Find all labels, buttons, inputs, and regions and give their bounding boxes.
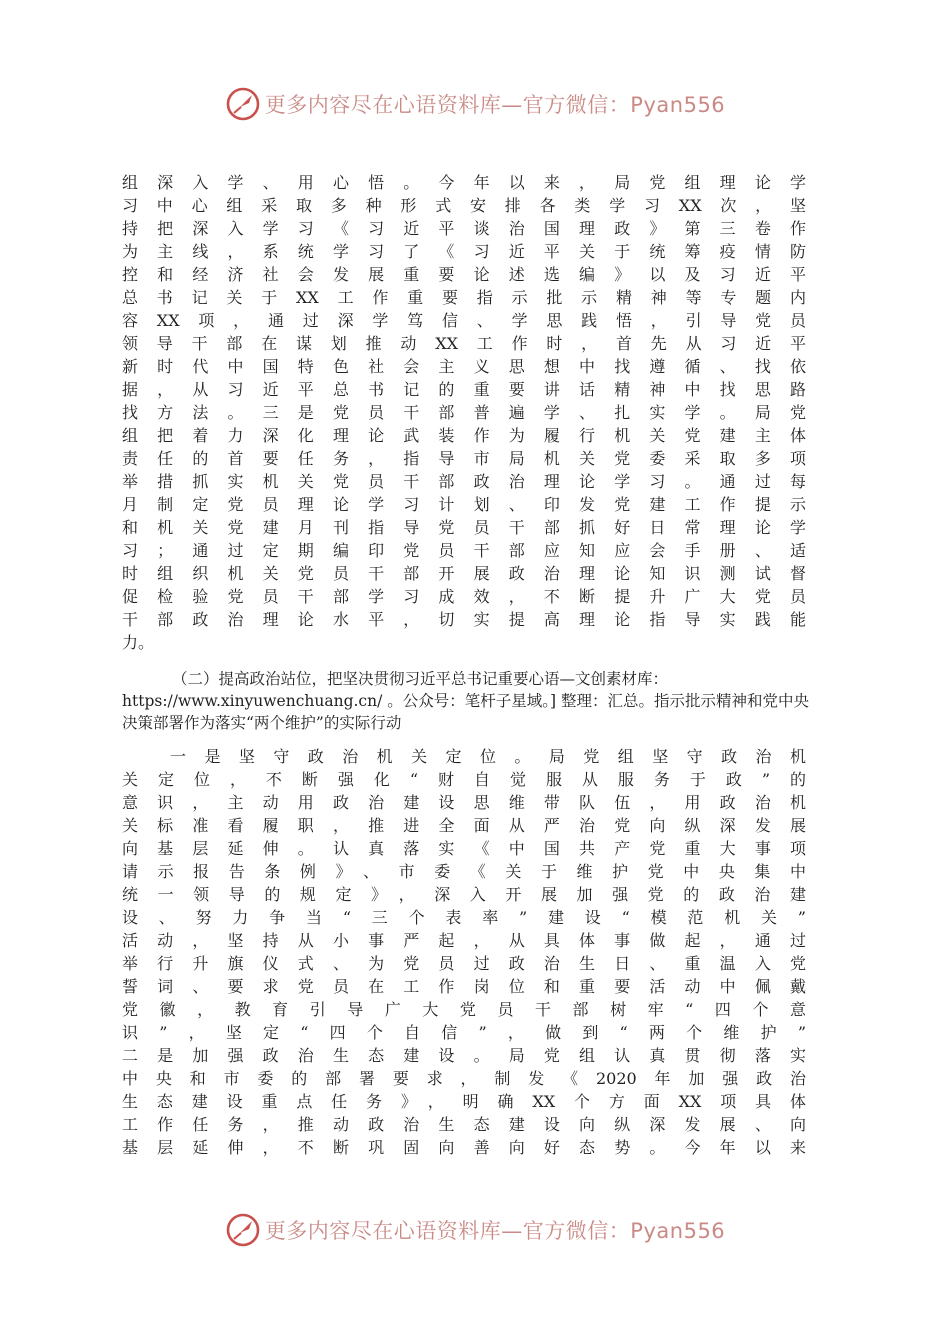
text-line: 活动，坚持从小事严起，从具体事做起，通过 [122,931,806,950]
text-line: 时组织机关党员干部开展政治理论知识测试督 [122,564,806,583]
text-line: 控和经济社会发展重要论述选编》以及习近平 [122,265,806,284]
text-line: 找方法。三是党员干部普遍学、扎实学。局党 [122,403,806,422]
text-line: 促检验党员干部学习成效，不断提升广大党员 [122,587,806,606]
text-line: 生态建设重点任务》，明确XX个方面XX项具体 [122,1092,806,1111]
paragraph-block-2 [122,745,806,1159]
text-line: 新时代中国特色社会主义思想中找遵循、找依 [122,357,806,376]
text-line: 举行升旗仪式、为党员过政治生日、重温入党 [122,954,806,973]
text-line: 关定位，不断强化“财自觉服从服务于政”的 [122,770,806,789]
text-line: 习；通过定期编印党员干部应知应会手册、适 [122,541,806,560]
text-line: 誓词、要求党员在工作岗位和重要活动中佩戴 [122,977,806,996]
text-line: 月制定党员理论学习计划、印发党建工作提示 [122,495,806,514]
text-line: 请示报告条例》、市委《关于维护党中央集中 [122,862,806,881]
quill-pen-logo-icon [225,1212,261,1248]
text-line: 责任的首要任务，指导市局机关党委采取多项 [122,449,806,468]
text-line-last: 力。 [122,633,155,652]
banner-text: 更多内容尽在心语资料库—官方微信：Pyan556 [264,1219,726,1243]
footer-banner [0,1210,950,1250]
quill-pen-logo-icon [225,86,261,122]
text-line: 关标准看履职，推进全面从严治党向纵深发展 [122,816,806,835]
text-line: 干部政治理论水平，切实提高理论指导实践能 [122,610,806,629]
text-line: 识”，坚定“四个自信”，做到“两个维护” [122,1023,806,1042]
text-line: 设、努力争当“三个表率”建设“模范机关” [122,908,806,927]
text-line: 容XX项，通过深学笃信、学思践悟，引导党员 [122,311,806,330]
text-line: 二是加强政治生态建设。局党组认真贯彻落实 [122,1046,806,1065]
text-line: 领导干部在谋划推动XX工作时，首先从习近平 [122,334,806,353]
text-line: 和机关党建月刊指导党员干部抓好日常理论学 [122,518,806,537]
paragraph-block-1 [122,171,806,654]
text-line: 统一领导的规定》，深入开展加强党的政治建 [122,885,806,904]
header-banner [0,84,950,124]
text-line: 意识，主动用政治建设思维带队伍，用政治机 [122,793,806,812]
banner-text: 更多内容尽在心语资料库—官方微信：Pyan556 [264,93,726,117]
text-line: 工作任务，推动政治生态建设向纵深发展、向 [122,1115,806,1134]
text-line: 组深入学、用心悟。今年以来，局党组理论学 [122,173,806,192]
text-line: 总书记关于XX工作重要指示批示精神等专题内 [122,288,806,307]
section-heading-text: （二）提高政治站位，把坚决贯彻习近平总书记重要心语—文创素材库：https://www.xinyuwenchuang.cn/ 。公众号：笔杆子星域。] 整理：汇总。指示批示精神和党中央决策部署作为落实“两个维护”的实际行动 [122,670,809,732]
text-line: 持把深入学习《习近平谈治国理政》第三卷作 [122,219,806,238]
text-line: 一是坚守政治机关定位。局党组坚守政治机 [170,747,806,766]
section-heading-paragraph [122,668,824,734]
text-line: 据，从习近平总书记的重要讲话精神中找思路 [122,380,806,399]
text-line: 为主线，系统学习了《习近平关于统筹疫情防 [122,242,806,261]
text-line: 习中心组采取多种形式安排各类学习XX次，坚 [122,196,806,215]
text-line: 举措抓实机关党员干部政治理论学习。通过每 [122,472,806,491]
text-line: 向基层延伸。认真落实《中国共产党重大事项 [122,839,806,858]
text-line: 基层延伸，不断巩固向善向好态势。今年以来 [122,1138,806,1157]
text-line: 组把着力深化理论武装作为履行机关党建主体 [122,426,806,445]
text-line: 中央和市委的部署要求，制发《2020年加强政治 [122,1069,806,1088]
text-line: 党徽，教育引导广大党员干部树牢“四个意 [122,1000,806,1019]
